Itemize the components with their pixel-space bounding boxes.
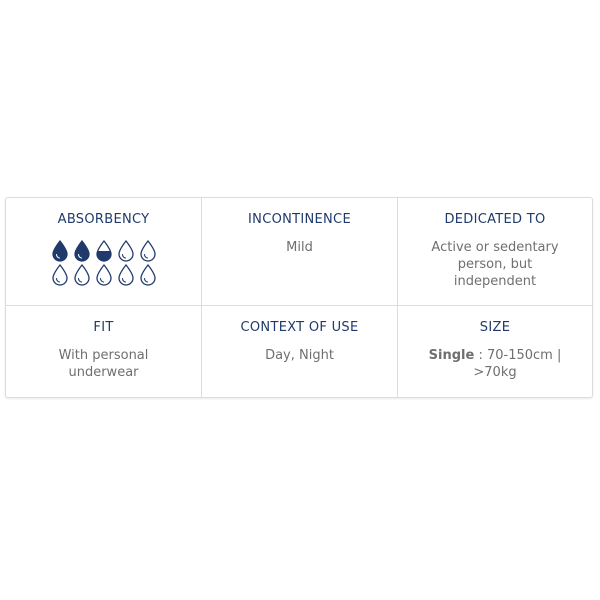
context-cell xyxy=(202,306,398,397)
fit-cell xyxy=(6,306,202,397)
size-value-line xyxy=(398,347,592,381)
water-drop-icon xyxy=(115,263,137,287)
water-drop-icon xyxy=(71,239,93,263)
fit-value: With personal underwear xyxy=(58,348,149,380)
size-value: : 70-150cm | >70kg xyxy=(473,348,562,380)
water-drop-icon xyxy=(93,263,115,287)
product-features-card xyxy=(5,197,593,398)
water-drop-icon xyxy=(71,263,93,287)
size-heading: SIZE xyxy=(479,320,511,335)
water-drop-icon xyxy=(93,239,115,263)
water-drop-icon xyxy=(137,263,159,287)
dedicated-value: Active or sedentary person, but independent xyxy=(431,240,559,289)
dedicated-cell xyxy=(398,198,592,306)
absorbency-rating xyxy=(48,239,160,287)
water-drop-icon xyxy=(49,263,71,287)
absorbency-cell xyxy=(6,198,202,306)
water-drop-icon xyxy=(115,239,137,263)
incontinence-cell xyxy=(202,198,398,306)
incontinence-heading: INCONTINENCE xyxy=(248,212,351,227)
size-label: Single xyxy=(428,348,475,363)
water-drop-icon xyxy=(137,239,159,263)
dedicated-heading: DEDICATED TO xyxy=(444,212,546,227)
features-grid xyxy=(6,198,592,397)
incontinence-value: Mild xyxy=(286,240,313,255)
context-heading: CONTEXT OF USE xyxy=(240,320,359,335)
fit-heading: FIT xyxy=(93,320,114,335)
context-value: Day, Night xyxy=(265,348,334,363)
size-cell xyxy=(398,306,592,397)
absorbency-heading: ABSORBENCY xyxy=(57,212,150,227)
water-drop-icon xyxy=(49,239,71,263)
